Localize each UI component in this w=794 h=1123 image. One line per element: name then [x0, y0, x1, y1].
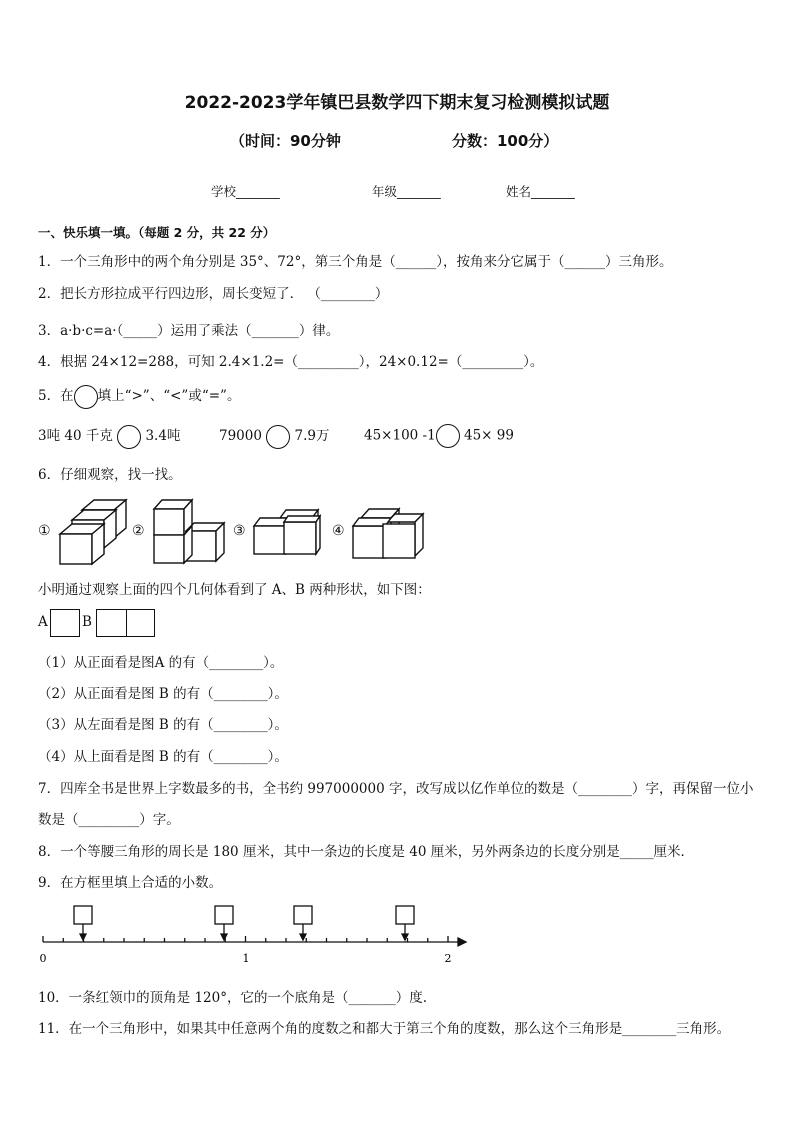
q5-suffix: 填上“>”、“<”或“=”。: [97, 388, 241, 404]
compare-left: 79000: [219, 428, 262, 444]
figure-label-2: ②: [132, 523, 145, 539]
compare-left: 3吨 40 千克: [38, 428, 113, 444]
question-11: 11．在一个三角形中，如果其中任意两个角的度数之和都大于第三个角的度数，那么这个三角形是________三角形。: [38, 1021, 731, 1037]
square-shape-b-right: [125, 609, 155, 637]
compare-circle-icon[interactable]: [266, 425, 290, 449]
q5-prefix: 5．在: [38, 388, 74, 404]
grade-field: 年级_______: [372, 184, 441, 199]
q6-sub-4: （4）从上面看是图 B 的有（________）。: [38, 749, 288, 765]
shape-b-label: B: [82, 614, 92, 630]
square-shape-b-left: [96, 609, 127, 637]
cube-figure-2: [152, 497, 228, 565]
question-8: 8．一个等腰三角形的周长是 180 厘米，其中一条边的长度是 40 厘米，另外两条边的长度分别是_____厘米．: [38, 844, 694, 860]
q6-sub-1: （1）从正面看是图A 的有（________）。: [38, 655, 284, 671]
section-heading: 一、快乐填一填。（每题 2 分，共 22 分）: [38, 225, 276, 240]
observe-text: 小明通过观察上面的四个几何体看到了 A、B 两种形状，如下图：: [38, 582, 431, 598]
question-4: 4．根据 24×12=288，可知 2.4×1.2=（_________），24×0.12=（_________）。: [38, 354, 544, 370]
compare-item-1: [38, 424, 180, 449]
compare-item-2: [219, 424, 330, 449]
number-line: [38, 902, 478, 970]
compare-right: 45× 99: [464, 427, 514, 444]
figure-label-1: ①: [38, 523, 51, 539]
question-7-line2: 数是（_________）字。: [38, 812, 180, 828]
compare-left: 45×100 -1: [364, 427, 436, 444]
tick-label: 0: [39, 952, 47, 965]
figure-label-3: ③: [233, 523, 246, 539]
school-field: 学校_______: [211, 184, 280, 199]
square-shape-a: [50, 609, 80, 637]
question-10: 10．一条红领巾的顶角是 120°，它的一个底角是（_______）度.: [38, 990, 428, 1006]
question-3: 3．a·b·c=a·（_____）运用了乘法（_______）律。: [38, 323, 340, 339]
shape-a-label: A: [38, 614, 48, 630]
page-title: 2022-2023学年镇巴县数学四下期末复习检测模拟试题: [184, 93, 610, 113]
score-label: 分数：100分）: [452, 132, 559, 150]
cube-figure-3: [252, 508, 324, 556]
question-5: [38, 384, 240, 409]
cube-figure-4: [351, 506, 427, 562]
q6-sub-3: （3）从左面看是图 B 的有（________）。: [38, 717, 288, 733]
figure-label-4: ④: [332, 523, 345, 539]
compare-circle-icon[interactable]: [117, 425, 141, 449]
time-label: （时间：90分钟: [230, 132, 341, 150]
question-7-line1: 7．四库全书是世界上字数最多的书，全书约 997000000 字，改写成以亿作单位的数是（________）字，再保留一位小: [38, 781, 754, 797]
compare-item-3: [364, 424, 514, 448]
question-6: 6．仔细观察，找一找。: [38, 467, 182, 483]
compare-circle-icon[interactable]: [436, 424, 460, 448]
q6-sub-2: （2）从正面看是图 B 的有（________）。: [38, 686, 288, 702]
compare-circle-icon: [74, 385, 98, 409]
compare-right: 3.4吨: [145, 428, 181, 444]
name-field: 姓名_______: [506, 184, 575, 199]
cube-figure-1: [58, 498, 130, 566]
compare-right: 7.9万: [294, 428, 330, 444]
question-9: 9．在方框里填上合适的小数。: [38, 875, 223, 891]
question-2: 2．把长方形拉成平行四边形，周长变短了． （________）: [38, 286, 389, 302]
tick-label: 2: [444, 952, 452, 965]
question-1: 1．一个三角形中的两个角分别是 35°、72°，第三个角是（______），按角来分它属于（______）三角形。: [38, 254, 673, 270]
tick-label: 1: [242, 952, 250, 965]
